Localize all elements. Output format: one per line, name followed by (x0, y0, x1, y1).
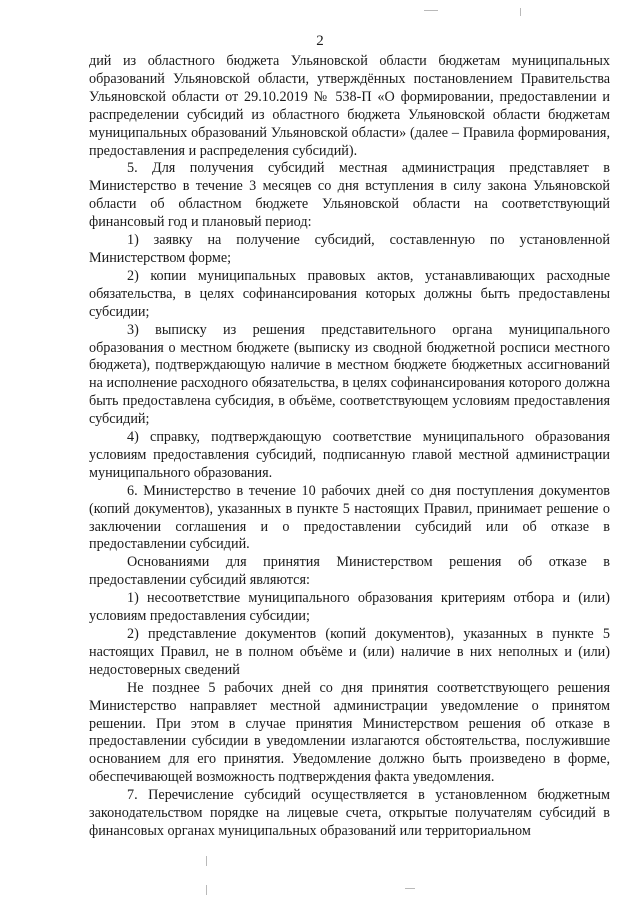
scan-artifact (206, 885, 207, 895)
paragraph-subitem-5-1: 1) заявку на получение субсидий, составленную по установленной Министерством форме; (89, 232, 610, 266)
paragraph-continuation: дий из областного бюджета Ульяновской области бюджетам муниципальных образований Ульяновской области, утверждённых постановлением Правительства Ульяновской области от 29.10.2019 № 538-П «О формировании, предоставлении и распределении субсидий из областного бюджета Ульяновской области бюджетам муниципальных образований Ульяновской области» (далее – Правила формирования, предоставления и распределения субсидий). (89, 53, 610, 159)
document-body (89, 53, 610, 841)
paragraph-subitem-5-3: 3) выписку из решения представительного органа муниципального образования о местном бюджете (выписку из сводной бюджетной росписи местного бюджета), подтверждающую наличие в местном бюджете бюджетных ассигнований на исполнение расходного обязательства, в целях софинансирования которого должна быть предоставлена субсидия, в объёме, соответствующем условиям предоставления субсидий; (89, 321, 610, 428)
scan-artifact (206, 856, 207, 866)
paragraph-item-7: 7. Перечисление субсидий осуществляется в установленном бюджетным законодательством порядке на лицевые счета, открытые получателям субсидий в финансовых органах муниципальных образований или территориальном (89, 787, 610, 839)
scan-artifact (405, 888, 415, 889)
page-number: 2 (316, 33, 324, 49)
paragraph-subitem-5-2: 2) копии муниципальных правовых актов, устанавливающих расходные обязательства, в целях софинансирования которых должны быть предоставлены субсидии; (89, 267, 610, 320)
paragraph-refusal-ground-1: 1) несоответствие муниципального образования критериям отбора и (или) условиям предоставления субсидии; (89, 590, 610, 625)
paragraph-notification: Не позднее 5 рабочих дней со дня принятия соответствующего решения Министерство направляет местной администрации уведомление о принятом решении. При этом в случае принятия Министерством решения об отказе в предоставлении субсидии в уведомлении излагаются обстоятельства, послужившие основанием для его принятия. Уведомление должно быть произведено в форме, обеспечивающей возможность подтверждения факта уведомления. (89, 679, 610, 786)
paragraph-item-6: 6. Министерство в течение 10 рабочих дней со дня поступления документов (копий документов), указанных в пункте 5 настоящих Правил, принимает решение о заключении соглашения и о предоставлении субсидий или об отказе в предоставлении субсидий. (89, 482, 610, 553)
paragraph-refusal-grounds: Основаниями для принятия Министерством решения об отказе в предоставлении субсидий являются: (89, 554, 610, 589)
paragraph-subitem-5-4: 4) справку, подтверждающую соответствие муниципального образования условиям предоставления субсидий, подписанную главой местной администрации муниципального образования. (89, 429, 610, 481)
scan-artifact (424, 10, 438, 11)
scan-artifact (520, 8, 521, 16)
paragraph-refusal-ground-2: 2) представление документов (копий документов), указанных в пункте 5 настоящих Правил, не в полном объёме и (или) наличие в них неполных и (или) недостоверных сведений (89, 626, 610, 678)
paragraph-item-5: 5. Для получения субсидий местная администрация представляет в Министерство в течение 3 месяцев со дня вступления в силу закона Ульяновской области об областном бюджете Ульяновской области на соответствующий финансовый год и плановый период: (89, 160, 610, 231)
